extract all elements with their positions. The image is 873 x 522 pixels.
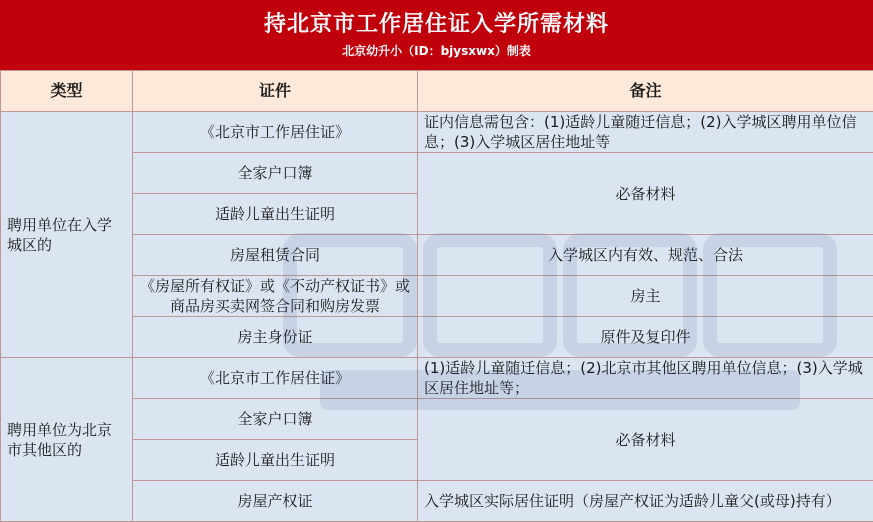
note-cell: 入学城区实际居住证明（房屋产权证为适龄儿童父(或母)持有） [418, 481, 873, 522]
note-cell: 房主 [418, 276, 873, 317]
document-title: 持北京市工作居住证入学所需材料 [263, 12, 609, 37]
document-cell: 适龄儿童出生证明 [133, 440, 418, 481]
type-cell: 聘用单位为北京市其他区的 [1, 358, 133, 522]
document-cell: 房屋租赁合同 [133, 235, 418, 276]
note-cell: 原件及复印件 [418, 317, 873, 358]
type-cell: 聘用单位在入学城区的 [1, 112, 133, 358]
title-banner [0, 0, 873, 70]
note-cell: (1)适龄儿童随迁信息；(2)北京市其他区聘用单位信息；(3)入学城区居住地址等； [418, 358, 873, 399]
document-cell: 《北京市工作居住证》 [133, 358, 418, 399]
note-cell: 必备材料 [418, 399, 873, 481]
document-cell: 房屋产权证 [133, 481, 418, 522]
document-cell: 房主身份证 [133, 317, 418, 358]
note-cell: 必备材料 [418, 153, 873, 235]
table-row [1, 112, 873, 153]
note-cell: 证内信息需包含：(1)适龄儿童随迁信息；(2)入学城区聘用单位信息；(3)入学城区居住地址等 [418, 112, 873, 153]
note-cell: 入学城区内有效、规范、合法 [418, 235, 873, 276]
document-cell: 全家户口簿 [133, 153, 418, 194]
column-header-note: 备注 [418, 71, 873, 112]
table-row [1, 358, 873, 399]
column-header-document: 证件 [133, 71, 418, 112]
document-cell: 《房屋所有权证》或《不动产权证书》或商品房买卖网签合同和购房发票 [133, 276, 418, 317]
table-header-row [1, 71, 873, 112]
document-cell: 全家户口簿 [133, 399, 418, 440]
document-subtitle: 北京幼升小（ID：bjysxwx）制表 [342, 44, 531, 58]
column-header-type: 类型 [1, 71, 133, 112]
materials-table [0, 70, 873, 522]
document-cell: 《北京市工作居住证》 [133, 112, 418, 153]
document-cell: 适龄儿童出生证明 [133, 194, 418, 235]
